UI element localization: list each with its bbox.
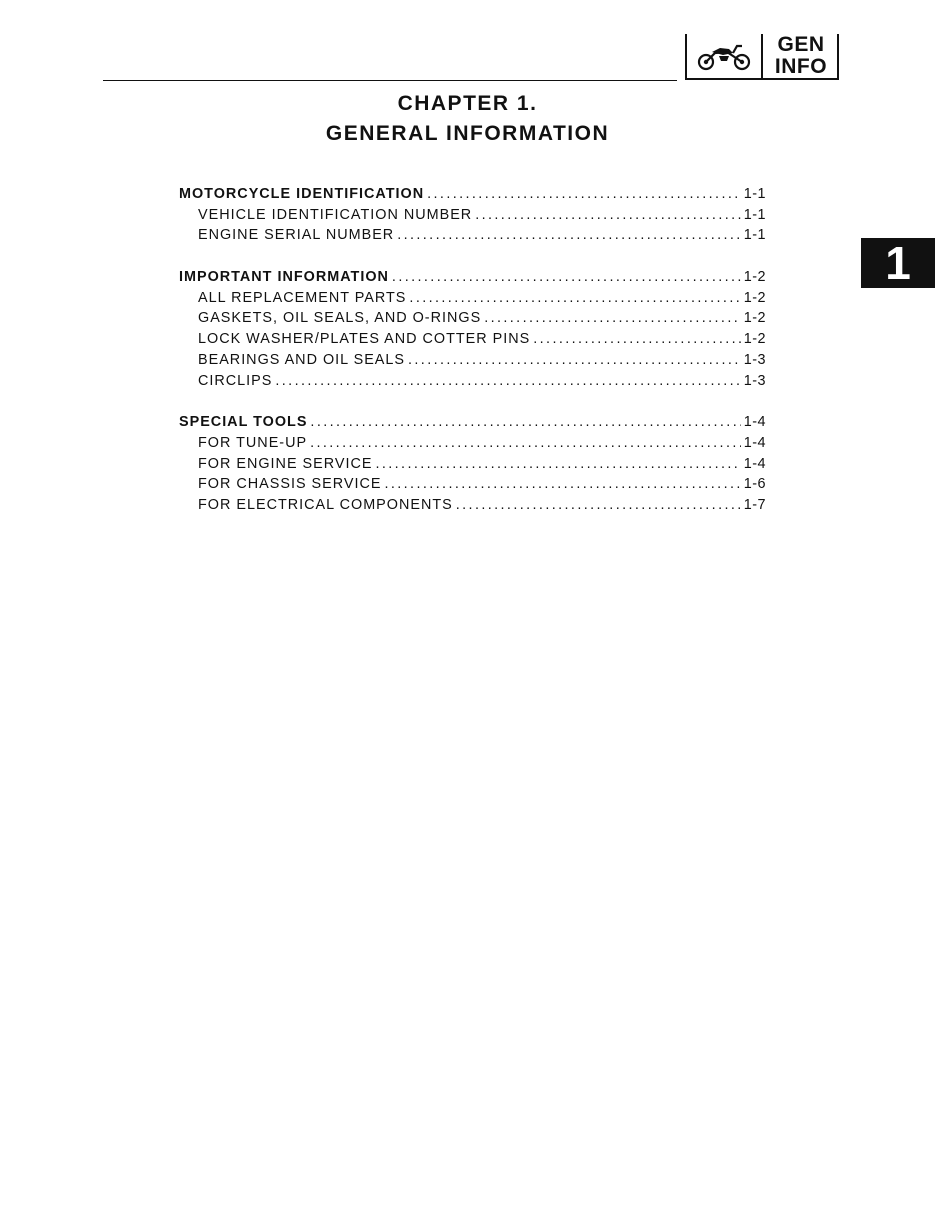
toc-item-title: LOCK WASHER/PLATES AND COTTER PINS [198, 331, 531, 348]
toc-item-for-tune-up [179, 435, 766, 456]
toc-item-for-engine-service [179, 456, 766, 477]
badge-info-label: INFO [774, 55, 828, 78]
toc-item-title: ALL REPLACEMENT PARTS [198, 289, 407, 306]
toc-page-number: 1-4 [743, 434, 766, 451]
toc-section-title: SPECIAL TOOLS [179, 414, 308, 431]
toc-section-title: MOTORCYCLE IDENTIFICATION [179, 186, 425, 202]
toc-leader [475, 207, 740, 223]
toc-leader [409, 290, 740, 306]
toc-item-all-replacement-parts [179, 290, 766, 311]
toc-leader [384, 476, 740, 492]
toc-leader [484, 310, 741, 326]
toc-item-engine-serial-number [179, 227, 766, 248]
toc-section-important-information [179, 269, 766, 290]
toc-item-title: FOR ENGINE SERVICE [198, 455, 373, 472]
toc-section-title: IMPORTANT INFORMATION [179, 269, 389, 286]
toc-leader [310, 435, 741, 451]
badge-divider [761, 34, 763, 78]
table-of-contents [179, 186, 766, 518]
toc-leader [275, 373, 740, 389]
toc-page-number: 1-3 [743, 351, 766, 368]
toc-leader [310, 414, 740, 430]
toc-section-special-tools [179, 414, 766, 435]
toc-page-number: 1-4 [743, 455, 766, 472]
toc-item-title: BEARINGS AND OIL SEALS [198, 351, 406, 368]
toc-page-number: 1-6 [743, 476, 766, 493]
toc-page-number: 1-1 [743, 186, 766, 202]
toc-item-for-chassis-service [179, 476, 766, 497]
toc-page-number: 1-1 [743, 206, 766, 223]
toc-item-title: VEHICLE IDENTIFICATION NUMBER [198, 206, 473, 223]
toc-item-gaskets-oil-seals-o-rings [179, 310, 766, 331]
toc-leader [397, 227, 741, 243]
toc-item-title: CIRCLIPS [198, 372, 273, 389]
toc-item-lock-washer-plates-cotter-pins [179, 331, 766, 352]
chapter-side-tab: 1 [861, 238, 935, 288]
toc-page-number: 1-7 [743, 496, 766, 513]
toc-item-title: GASKETS, OIL SEALS, AND O-RINGS [198, 310, 482, 327]
toc-page-number: 1-2 [743, 310, 766, 327]
toc-item-title: FOR ELECTRICAL COMPONENTS [198, 496, 453, 513]
section-badge [685, 34, 839, 80]
toc-page-number: 1-2 [743, 331, 766, 348]
badge-gen-label: GEN [777, 33, 825, 56]
toc-section-motorcycle-identification [179, 186, 766, 207]
toc-page-number: 1-2 [743, 269, 766, 286]
toc-leader [427, 186, 741, 202]
chapter-number: CHAPTER 1. [397, 92, 538, 115]
toc-page-number: 1-1 [743, 227, 766, 244]
toc-leader [408, 352, 741, 368]
toc-item-circlips [179, 373, 766, 394]
toc-item-title: ENGINE SERIAL NUMBER [198, 227, 395, 244]
toc-item-vehicle-identification-number [179, 207, 766, 228]
toc-leader [392, 269, 741, 285]
toc-page-number: 1-3 [743, 372, 766, 389]
toc-page-number: 1-4 [743, 414, 766, 431]
chapter-title: GENERAL INFORMATION [325, 122, 610, 145]
motorcycle-icon [693, 40, 755, 72]
toc-item-title: FOR CHASSIS SERVICE [198, 476, 382, 493]
toc-leader [375, 456, 740, 472]
toc-item-for-electrical-components [179, 497, 766, 518]
toc-leader [456, 497, 741, 513]
toc-item-bearings-oil-seals [179, 352, 766, 373]
toc-item-title: FOR TUNE-UP [198, 434, 308, 451]
toc-page-number: 1-2 [743, 289, 766, 306]
header-rule [103, 80, 677, 81]
toc-leader [533, 331, 740, 347]
